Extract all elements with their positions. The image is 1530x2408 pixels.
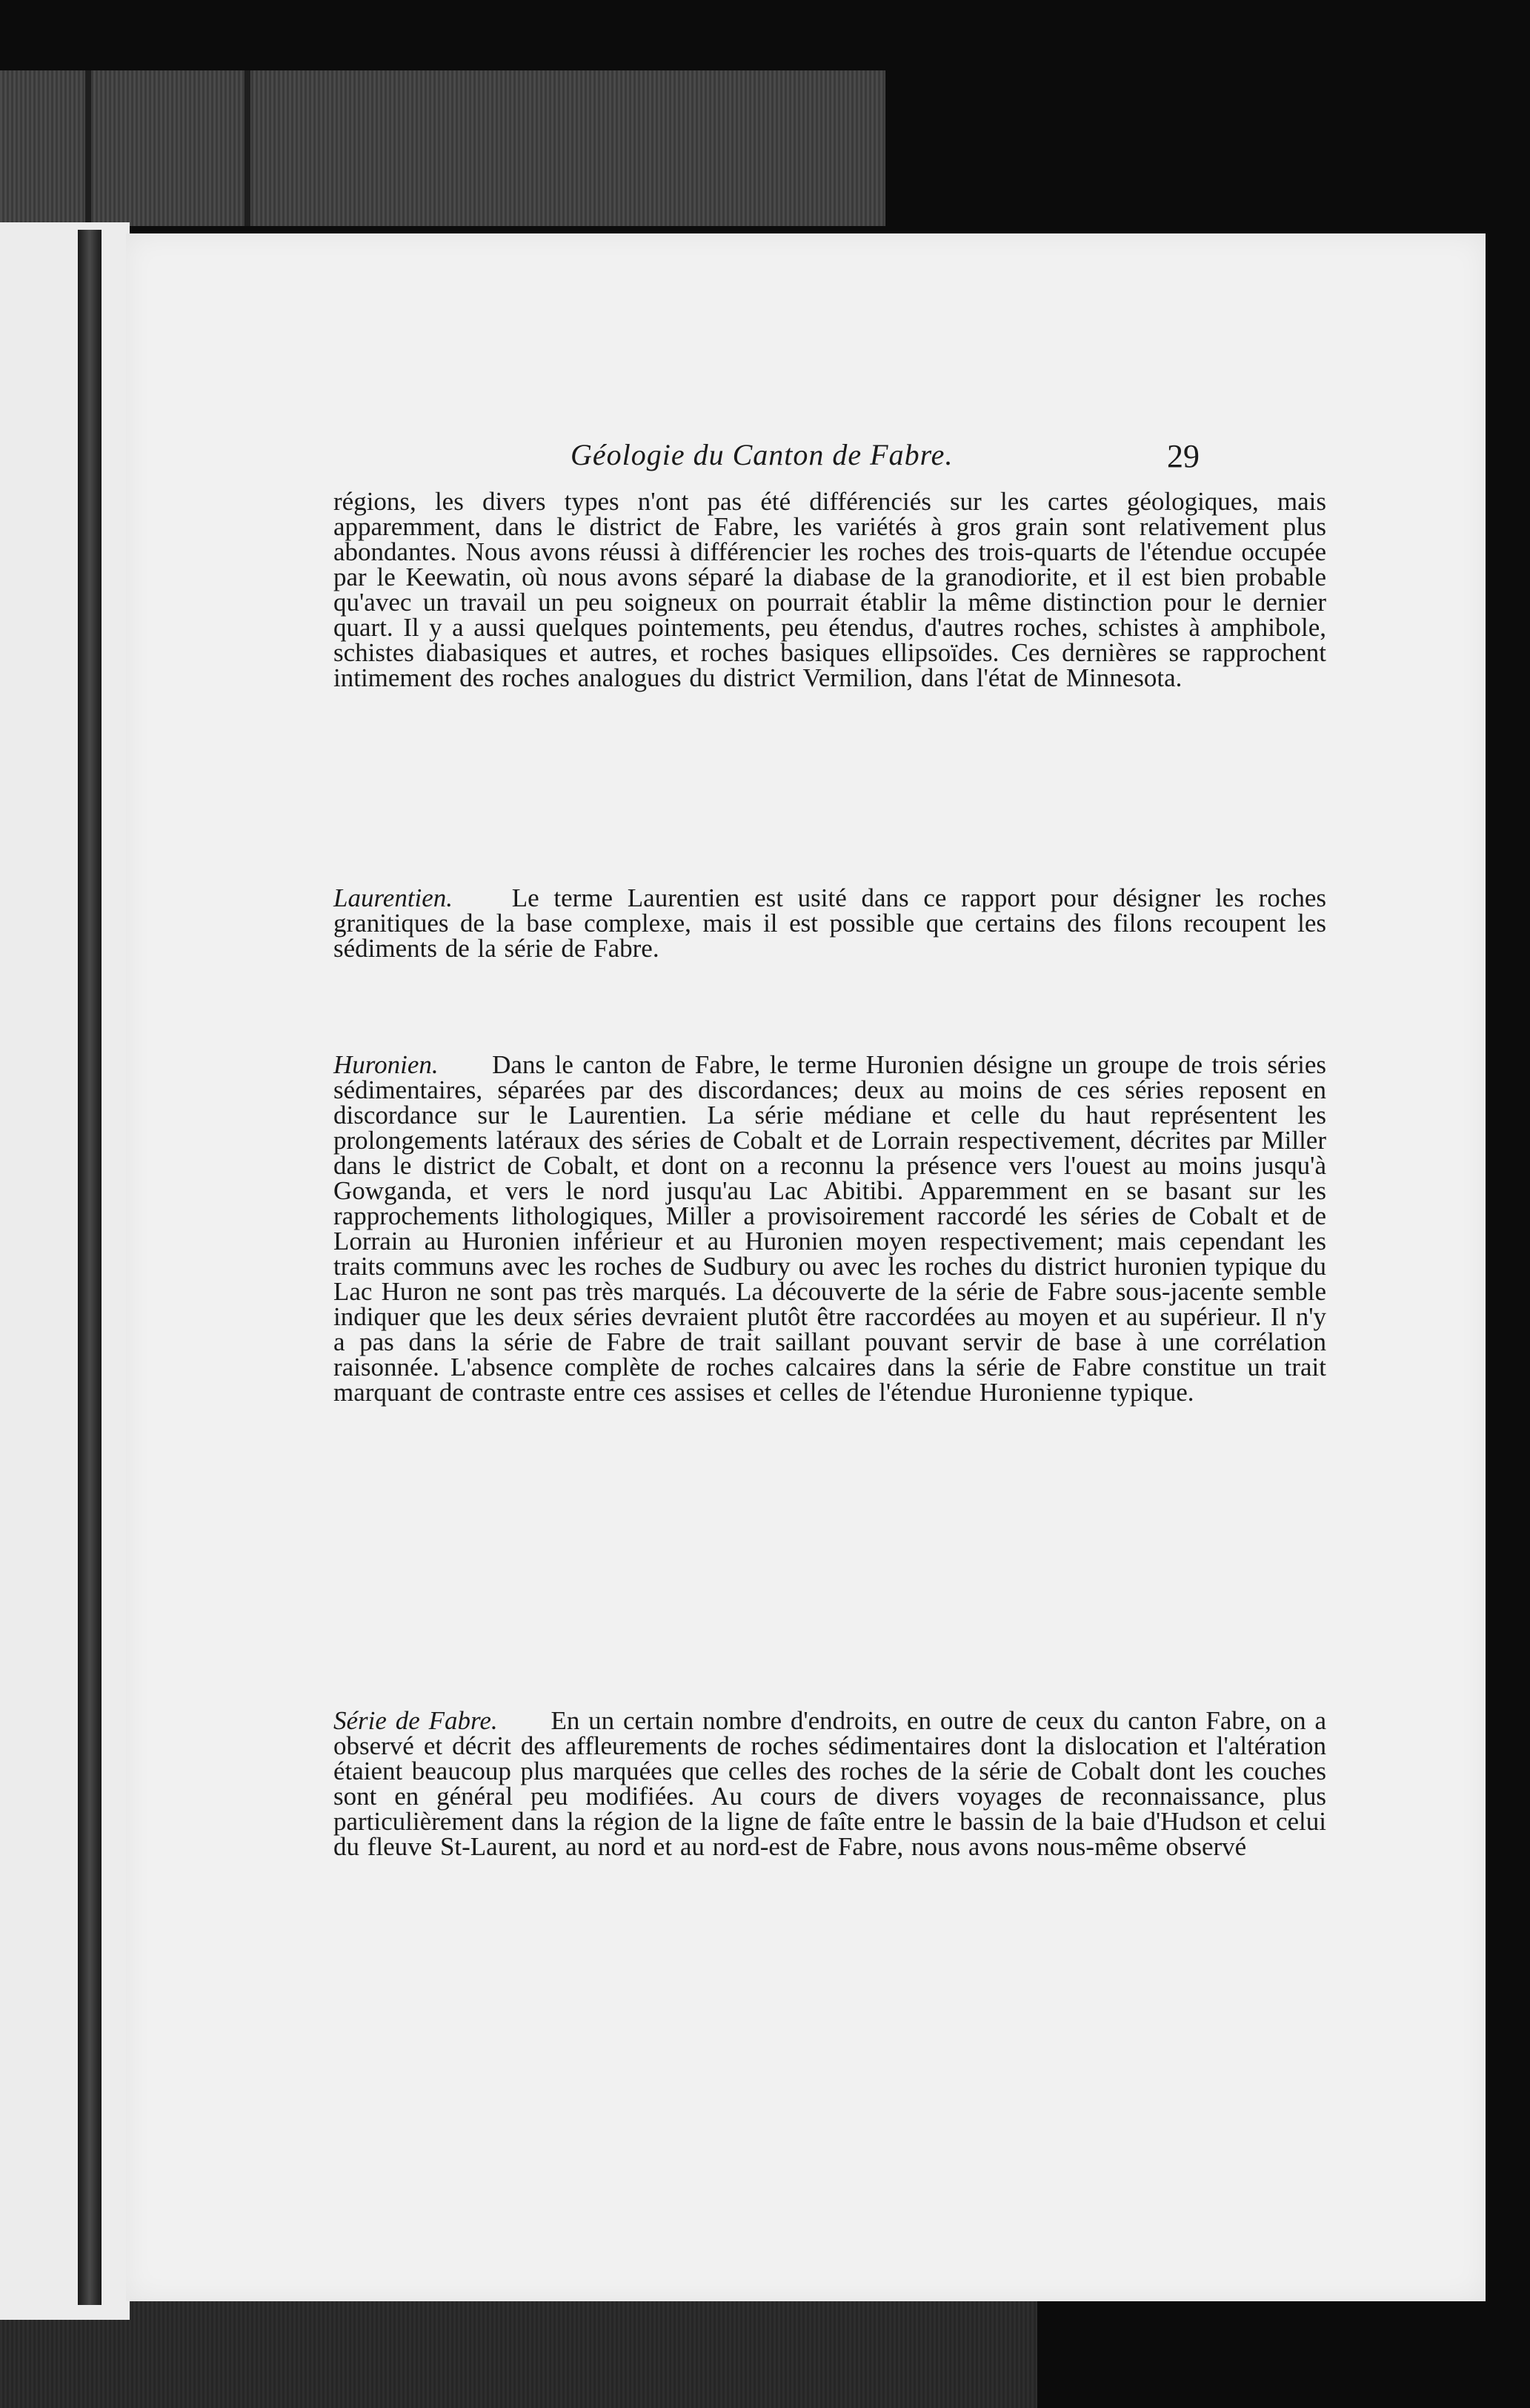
book-cover-top	[0, 70, 885, 226]
paragraph-text: Dans le canton de Fabre, le terme Huronien désigne un groupe de trois séries sédimentaires, séparées par des discordances; deux au moins de ces séries reposent en discordance sur le Laurentien. La série médiane et celle du haut représentent les prolongements latéraux des séries de Cobalt et de Lorrain respectivement, décrites par Miller dans le district de Cobalt, et dont on a reconnu la présence vers l'ouest au moins jusqu'à Gowganda, et vers le nord jusqu'au Lac Abitibi. Apparemment en se basant sur les rapprochements lithologiques, Miller a provisoirement raccordé les séries de Cobalt et de Lorrain au Huronien inférieur et au Huronien moyen respectivement; mais cependant les traits communs avec les roches de Sudbury ou avec les roches du district huronien typique du Lac Huron ne sont pas très marqués. La découverte de la série de Fabre sous-jacente semble indiquer que les deux séries devraient plutôt être raccordées au moyen et au supérieur. Il n'y a pas dans la série de Fabre de trait saillant pouvant servir de base à une corrélation raisonnée. L'absence complète de roches calcaires dans la série de Fabre constitue un trait marquant de contraste entre ces assises et celles de l'étendue Huronienne typique.	[333, 1050, 1327, 1407]
paragraph-intro	[333, 489, 1326, 691]
running-title: Géologie du Canton de Fabre.	[571, 438, 954, 471]
paragraph-serie-de-fabre	[333, 1708, 1326, 1860]
section-heading: Huronien.	[333, 1050, 439, 1079]
cover-seam	[245, 70, 250, 226]
book-spine	[78, 230, 102, 2305]
paragraph-text: En un certain nombre d'endroits, en outre de ceux du canton Fabre, on a observé et décrit des affleurements de roches sédimentaires dont la dislocation et l'altération étaient beaucoup plus marquées que celles des roches de la série de Cobalt dont les couches sont en général peu modifiées. Au cours de divers voyages de reconnaissance, plus particulièrement dans la région de la ligne de faîte entre le bassin de la baie d'Hudson et celui du fleuve St-Laurent, au nord et au nord-est de Fabre, nous avons nous-même observé	[333, 1706, 1327, 1861]
section-heading: Série de Fabre.	[333, 1706, 498, 1735]
document-page	[126, 233, 1486, 2301]
running-head	[126, 437, 1486, 482]
facing-page-edge	[0, 222, 130, 2320]
page-number: 29	[1167, 438, 1200, 474]
section-heading: Laurentien.	[333, 883, 453, 912]
paragraph-text: régions, les divers types n'ont pas été différenciés sur les cartes géologiques, mais apparemment, dans le district de Fabre, les variétés à gros grain sont relativement plus abondantes. Nous avons réussi à différencier les roches des trois-quarts de l'étendue occupée par le Keewatin, où nous avons séparé la diabase de la granodiorite, et il est bien probable qu'avec un travail un peu soigneux on pourrait établir la même distinction pour le dernier quart. Il y a aussi quelques pointements, peu étendus, d'autres roches, schistes à amphibole, schistes diabasiques et autres, et roches basiques ellipsoïdes. Ces dernières se rapprochent intimement des roches analogues du district Vermilion, dans l'état de Minnesota.	[333, 487, 1326, 692]
paragraph-laurentien	[333, 883, 1327, 963]
paragraph-text: Le terme Laurentien est usité dans ce rapport pour désigner les roches granitiques de la base complexe, mais il est possible que certains des filons recoupent les sédiments de la série de Fabre.	[333, 883, 1327, 963]
cover-seam	[85, 70, 91, 226]
paragraph-huronien	[333, 1052, 1326, 1405]
